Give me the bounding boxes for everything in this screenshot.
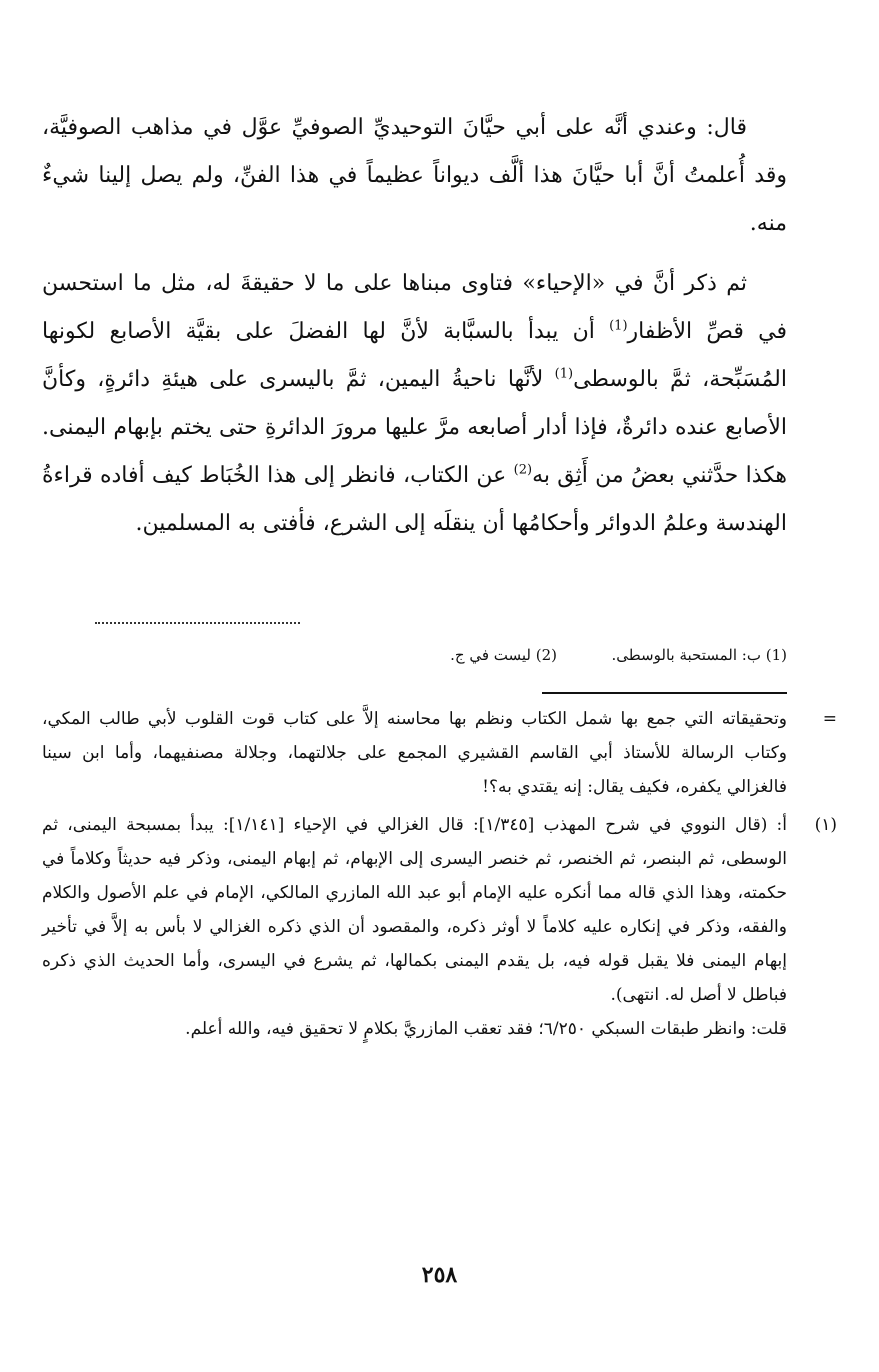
footnote-reference: (1) <box>609 318 628 334</box>
variant-separator <box>95 614 300 624</box>
variant-note: (2) ليست في ج. <box>450 646 557 664</box>
continuation-marker: = <box>822 709 837 729</box>
paragraph-text: عن الكتاب، فانظر إلى هذا الخُبَاط كيف أفاده قراءةُ الهندسة وعلمُ الدوائر وأحكامُها أن ينقلَه إلى الشرع، فأفتى به المسلمين. <box>42 463 787 536</box>
paragraph-text: قال: وعندي أنَّه على أبي حيَّانَ التوحيديِّ الصوفيِّ عوَّل في مذاهب الصوفيَّة، وقد أُعلمتُ أنَّ أبا حيَّانَ هذا ألَّف ديواناً عظيماً في هذا الفنِّ، ولم يصل إلينا شيءٌ منه. <box>42 115 787 236</box>
main-text <box>42 104 787 548</box>
paragraph-text: لأنَّها ناحيةُ اليمين، ثمَّ باليسرى على هيئةِ دائرةٍ، وكأنَّ الأصابع عنده دائرةٌ، فإذا أدار أصابعه مرَّ عليها مرورَ الدائرةِ حتى يختم بإبهام اليمنى. هكذا حدَّثني بعضُ من أَثِق به <box>42 367 787 488</box>
footnote-text: أ: (قال النووي في شرح المهذب [١/٣٤٥]: قال الغزالي في الإحياء [١/١٤١]: يبدأ بمسبحة اليمنى، ثم الوسطى، ثم البنصر، ثم الخنصر، ثم خنصر اليسرى إلى الإبهام، ثم إبهام اليمنى، وذكر فيه حديثاً وكلاماً في حكمته، وهذا الذي قاله مما أنكره عليه الإمام أبو عبد الله المازري المالكي، الإمام في علم الأصول والكلام والفقه، وذكر في إنكاره عليه كلاماً لا أوثر ذكره، والمقصود أن الذي ذكره الغزالي لا بأس به إلاَّ في تأخير إبهام اليمنى فلا يقبل قوله فيه، بل يقدم اليمنى بكمالها، ثم يشرع في اليسرى، وأما الحديث الذي ذكره فباطل لا أصل له. انتهى). <box>42 815 787 1005</box>
footnote-text: قلت: وانظر طبقات السبكي ٦/٢٥٠؛ فقد تعقب المازريَّ بكلامٍ لا تحقيق فيه، والله أعلم. <box>185 1019 787 1039</box>
page-number: ٢٥٨ <box>421 1262 458 1288</box>
footnote-text: وتحقيقاته التي جمع بها شمل الكتاب ونظم بها محاسنه إلاَّ على كتاب قوت القلوب لأبي طالب المكي، وكتاب الرسالة للأستاذ أبي القاسم القشيري المجمع على جلالتهما، وجلالة مصنفيهما، وأما ابن سينا فالغزالي يكفره، فكيف يقال: إنه يقتدي به؟! <box>42 709 787 797</box>
variant-note: (1) ب: المستحبة بالوسطى. <box>611 646 787 664</box>
footnote-reference: (1) <box>554 366 574 382</box>
footnotes <box>42 702 837 1046</box>
paragraph <box>42 104 787 248</box>
footnote-1 <box>42 808 837 1046</box>
paragraph <box>42 260 787 548</box>
footnote-continued <box>42 702 837 804</box>
footnote-marker: (١) <box>814 815 837 835</box>
paragraph-text: ثم ذكر أنَّ في «الإحياء» فتاوى مبناها على ما لا حقيقةَ له، مثل ما استحسن في قصِّ الأظفار <box>42 271 787 344</box>
paragraph-text: أن يبدأ بالسبَّابة لأنَّ لها الفضلَ على بقيَّة الأصابع لكونها المُسَبِّحة، ثمَّ بالوسطى <box>42 319 787 392</box>
footnote-reference: (2) <box>513 462 533 478</box>
manuscript-variants <box>42 640 787 670</box>
footnote-divider <box>542 692 787 694</box>
